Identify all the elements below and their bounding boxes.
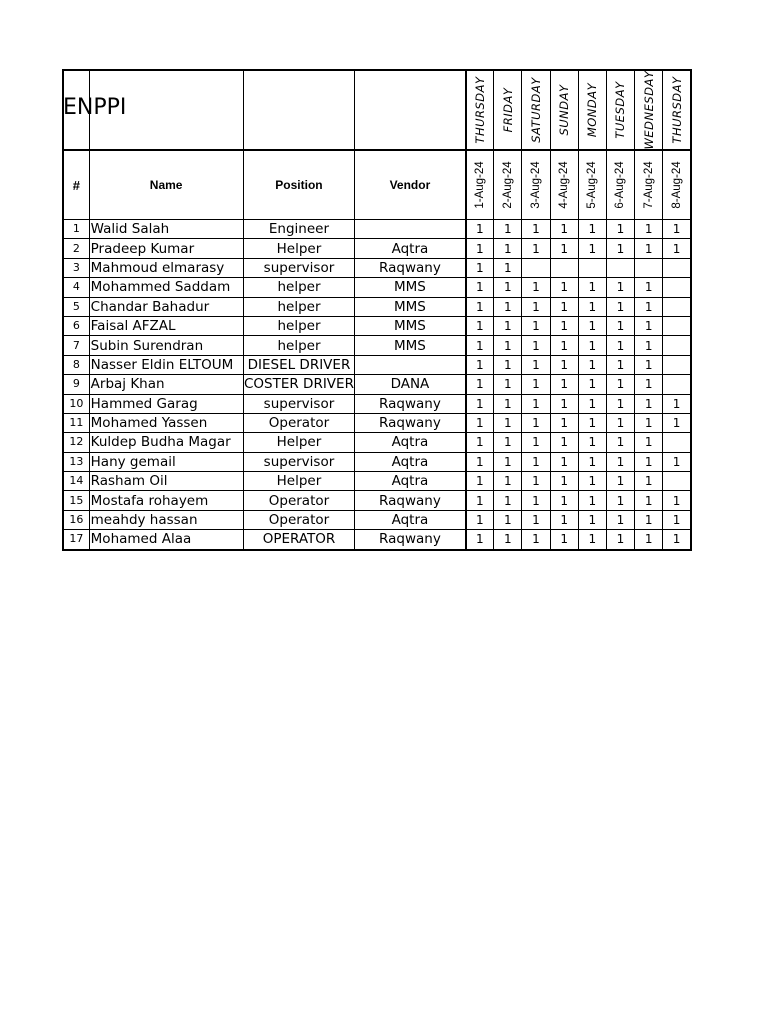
employee-vendor: Raqwany [355,413,466,432]
employee-vendor: Aqtra [355,452,466,471]
attendance-cell: 1 [494,472,522,491]
date-cell [578,150,606,220]
row-number: 9 [63,375,89,394]
attendance-cell: 1 [635,336,663,355]
date-label: 8-Aug-24 [670,161,683,209]
employee-name: Arbaj Khan [89,375,243,394]
employee-name: Mahmoud elmarasy [89,258,243,277]
table-row [63,258,691,277]
attendance-cell: 1 [466,452,494,471]
date-cell [550,150,578,220]
employee-vendor: Raqwany [355,394,466,413]
employee-vendor: Aqtra [355,239,466,258]
weekday-cell [606,70,634,150]
table-row [63,510,691,529]
attendance-cell: 1 [578,491,606,510]
attendance-cell: 1 [550,530,578,550]
date-label: 6-Aug-24 [614,161,627,209]
attendance-cell: 1 [550,355,578,374]
employee-vendor: Raqwany [355,491,466,510]
attendance-cell [663,297,691,316]
attendance-cell: 1 [550,510,578,529]
attendance-cell: 1 [522,433,550,452]
attendance-cell: 1 [466,491,494,510]
date-cell [606,150,634,220]
attendance-cell: 1 [522,530,550,550]
attendance-cell: 1 [522,316,550,335]
attendance-cell: 1 [466,336,494,355]
weekday-cell [466,70,494,150]
attendance-cell: 1 [550,413,578,432]
date-cell [635,150,663,220]
row-number: 7 [63,336,89,355]
weekday-label: FRIDAY [500,87,515,133]
attendance-cell [663,336,691,355]
attendance-cell: 1 [494,394,522,413]
row-number: 1 [63,220,89,239]
attendance-cell: 1 [466,394,494,413]
attendance-cell: 1 [663,452,691,471]
attendance-cell [663,278,691,297]
employee-position: helper [243,278,355,297]
attendance-cell: 1 [635,452,663,471]
employee-position: Engineer [243,220,355,239]
attendance-cell: 1 [550,297,578,316]
weekday-cell [550,70,578,150]
employee-name: Nasser Eldin ELTOUM [89,355,243,374]
attendance-cell: 1 [522,491,550,510]
row-number: 8 [63,355,89,374]
attendance-cell: 1 [578,394,606,413]
attendance-cell: 1 [635,375,663,394]
row-number: 16 [63,510,89,529]
employee-name: Hammed Garag [89,394,243,413]
row-number: 12 [63,433,89,452]
attendance-cell: 1 [606,530,634,550]
table-row [63,316,691,335]
attendance-cell: 1 [578,510,606,529]
attendance-cell [663,433,691,452]
attendance-cell: 1 [578,278,606,297]
weekday-cell [494,70,522,150]
weekday-label: SATURDAY [528,77,543,143]
attendance-cell [663,375,691,394]
attendance-cell: 1 [494,220,522,239]
employee-vendor: Aqtra [355,472,466,491]
attendance-cell: 1 [635,413,663,432]
attendance-cell: 1 [578,530,606,550]
row-number: 17 [63,530,89,550]
attendance-cell: 1 [550,452,578,471]
attendance-cell: 1 [578,375,606,394]
blank-cell [355,70,466,150]
attendance-cell: 1 [578,355,606,374]
attendance-cell: 1 [635,433,663,452]
table-row [63,220,691,239]
attendance-cell: 1 [550,375,578,394]
attendance-cell: 1 [578,472,606,491]
employee-vendor: Raqwany [355,258,466,277]
blank-cell [243,70,355,150]
attendance-sheet [62,69,692,551]
employee-name: Pradeep Kumar [89,239,243,258]
weekday-label: TUESDAY [613,81,628,139]
attendance-cell: 1 [550,472,578,491]
attendance-cell: 1 [606,491,634,510]
attendance-cell: 1 [606,297,634,316]
employee-position: Operator [243,510,355,529]
attendance-cell: 1 [663,413,691,432]
attendance-cell: 1 [522,510,550,529]
attendance-cell: 1 [635,239,663,258]
row-number: 15 [63,491,89,510]
attendance-cell: 1 [466,510,494,529]
employee-position: helper [243,316,355,335]
employee-vendor [355,355,466,374]
attendance-cell: 1 [522,472,550,491]
date-label: 2-Aug-24 [501,161,514,209]
weekday-cell [522,70,550,150]
attendance-cell: 1 [606,336,634,355]
employee-name: Rasham Oil [89,472,243,491]
row-number: 5 [63,297,89,316]
attendance-cell: 1 [578,336,606,355]
attendance-cell [606,258,634,277]
attendance-cell: 1 [578,316,606,335]
attendance-cell: 1 [494,297,522,316]
employee-name: Subin Surendran [89,336,243,355]
weekday-label: WEDNESDAY [641,70,656,150]
attendance-cell: 1 [522,336,550,355]
attendance-cell: 1 [606,472,634,491]
attendance-cell: 1 [550,316,578,335]
sheet-title: ENPPI [63,95,127,120]
table-row [63,297,691,316]
attendance-cell: 1 [522,278,550,297]
attendance-cell: 1 [494,239,522,258]
weekday-cell [578,70,606,150]
attendance-cell: 1 [466,220,494,239]
attendance-cell: 1 [578,452,606,471]
attendance-cell: 1 [494,278,522,297]
table-row [63,452,691,471]
attendance-cell: 1 [466,239,494,258]
employee-position: supervisor [243,394,355,413]
attendance-cell: 1 [550,394,578,413]
attendance-cell: 1 [635,297,663,316]
attendance-cell: 1 [550,220,578,239]
row-number: 3 [63,258,89,277]
attendance-table [62,69,692,551]
attendance-cell: 1 [550,278,578,297]
attendance-cell [522,258,550,277]
employee-vendor: MMS [355,316,466,335]
attendance-cell: 1 [663,510,691,529]
attendance-cell: 1 [550,239,578,258]
employee-name: Chandar Bahadur [89,297,243,316]
attendance-cell [663,258,691,277]
attendance-cell: 1 [663,491,691,510]
employee-vendor: MMS [355,278,466,297]
employee-name: Mohammed Saddam [89,278,243,297]
table-row [63,413,691,432]
weekday-label: SUNDAY [557,84,572,136]
attendance-cell: 1 [466,530,494,550]
employee-position: Helper [243,433,355,452]
employee-name: Kuldep Budha Magar [89,433,243,452]
employee-vendor: Aqtra [355,510,466,529]
employee-position: helper [243,297,355,316]
attendance-cell: 1 [578,220,606,239]
attendance-cell: 1 [466,316,494,335]
attendance-cell: 1 [494,452,522,471]
attendance-cell: 1 [466,258,494,277]
employee-position: COSTER DRIVER [243,376,354,393]
attendance-cell: 1 [606,278,634,297]
employee-position: supervisor [243,258,355,277]
attendance-cell: 1 [522,394,550,413]
employee-name: meahdy hassan [89,510,243,529]
employee-name: Mostafa rohayem [89,491,243,510]
attendance-cell: 1 [494,336,522,355]
weekday-cell [663,70,691,150]
employee-name: Mohamed Yassen [89,413,243,432]
header-position: Position [243,150,355,220]
table-row [63,394,691,413]
attendance-cell: 1 [522,452,550,471]
date-cell [494,150,522,220]
employee-vendor: Raqwany [355,530,466,550]
attendance-cell [578,258,606,277]
date-cell [466,150,494,220]
attendance-cell: 1 [606,239,634,258]
attendance-cell: 1 [494,433,522,452]
date-label: 7-Aug-24 [642,161,655,209]
attendance-cell: 1 [635,530,663,550]
attendance-cell: 1 [522,297,550,316]
attendance-cell [663,472,691,491]
attendance-cell: 1 [494,355,522,374]
employee-position: Helper [243,472,355,491]
attendance-cell: 1 [606,316,634,335]
table-row [63,433,691,452]
attendance-cell: 1 [494,530,522,550]
attendance-cell: 1 [494,258,522,277]
attendance-cell: 1 [663,394,691,413]
attendance-cell: 1 [550,491,578,510]
table-row [63,239,691,258]
weekday-cell [635,70,663,150]
date-label: 4-Aug-24 [558,161,571,209]
attendance-cell: 1 [606,220,634,239]
header-name: Name [89,150,243,220]
employee-position: supervisor [243,452,355,471]
date-cell [522,150,550,220]
attendance-cell: 1 [466,433,494,452]
weekday-label: THURSDAY [472,76,487,144]
attendance-cell: 1 [466,297,494,316]
row-number: 11 [63,413,89,432]
employee-name: Hany gemail [89,452,243,471]
employee-vendor: MMS [355,297,466,316]
date-label: 3-Aug-24 [529,161,542,209]
row-number: 6 [63,316,89,335]
attendance-cell: 1 [606,452,634,471]
employee-vendor: DANA [355,375,466,394]
attendance-cell [663,316,691,335]
attendance-cell: 1 [663,239,691,258]
row-number: 2 [63,239,89,258]
attendance-cell: 1 [663,530,691,550]
table-row [63,278,691,297]
table-row [63,530,691,550]
attendance-cell: 1 [635,278,663,297]
attendance-cell: 1 [494,413,522,432]
header-num: # [63,150,89,220]
attendance-cell: 1 [522,239,550,258]
attendance-cell: 1 [606,355,634,374]
attendance-cell: 1 [635,355,663,374]
attendance-cell: 1 [606,375,634,394]
attendance-cell: 1 [606,413,634,432]
attendance-cell: 1 [578,413,606,432]
table-row [63,491,691,510]
row-number: 14 [63,472,89,491]
attendance-cell: 1 [635,491,663,510]
row-number: 10 [63,394,89,413]
date-label: 5-Aug-24 [586,161,599,209]
employee-position: Operator [243,491,355,510]
employee-position: Helper [243,239,355,258]
attendance-cell: 1 [494,510,522,529]
attendance-cell [663,355,691,374]
attendance-cell: 1 [466,278,494,297]
weekday-label: MONDAY [585,82,600,138]
weekday-label: THURSDAY [669,76,684,144]
attendance-cell: 1 [606,394,634,413]
table-row [63,336,691,355]
attendance-cell: 1 [635,510,663,529]
title-row [63,70,691,150]
attendance-cell: 1 [635,394,663,413]
attendance-cell: 1 [663,220,691,239]
attendance-cell: 1 [578,239,606,258]
attendance-cell [635,258,663,277]
attendance-cell: 1 [494,491,522,510]
attendance-cell: 1 [466,375,494,394]
date-cell [663,150,691,220]
attendance-cell: 1 [466,413,494,432]
attendance-cell: 1 [606,433,634,452]
row-number: 4 [63,278,89,297]
attendance-cell: 1 [494,375,522,394]
employee-position: OPERATOR [243,530,355,550]
attendance-cell: 1 [550,433,578,452]
attendance-cell: 1 [522,355,550,374]
attendance-cell: 1 [550,336,578,355]
employee-name: Walid Salah [89,220,243,239]
table-row [63,472,691,491]
employee-name: Faisal AFZAL [89,316,243,335]
table-row [63,375,691,394]
header-vendor: Vendor [355,150,466,220]
table-row [63,355,691,374]
attendance-cell: 1 [522,375,550,394]
row-number: 13 [63,452,89,471]
employee-vendor: MMS [355,336,466,355]
attendance-cell: 1 [635,316,663,335]
employee-position: Operator [243,413,355,432]
employee-vendor: Aqtra [355,433,466,452]
attendance-cell: 1 [522,413,550,432]
date-label: 1-Aug-24 [473,161,486,209]
attendance-cell: 1 [466,355,494,374]
attendance-cell: 1 [606,510,634,529]
attendance-cell [550,258,578,277]
attendance-cell: 1 [578,297,606,316]
employee-position: helper [243,336,355,355]
attendance-cell: 1 [466,472,494,491]
employee-vendor [355,220,466,239]
attendance-cell: 1 [635,472,663,491]
header-row [63,150,691,220]
employee-position: DIESEL DRIVER [243,355,355,374]
attendance-cell: 1 [522,220,550,239]
title-cell [63,70,127,150]
attendance-cell: 1 [635,220,663,239]
attendance-cell: 1 [494,316,522,335]
attendance-cell: 1 [578,433,606,452]
employee-name: Mohamed Alaa [89,530,243,550]
